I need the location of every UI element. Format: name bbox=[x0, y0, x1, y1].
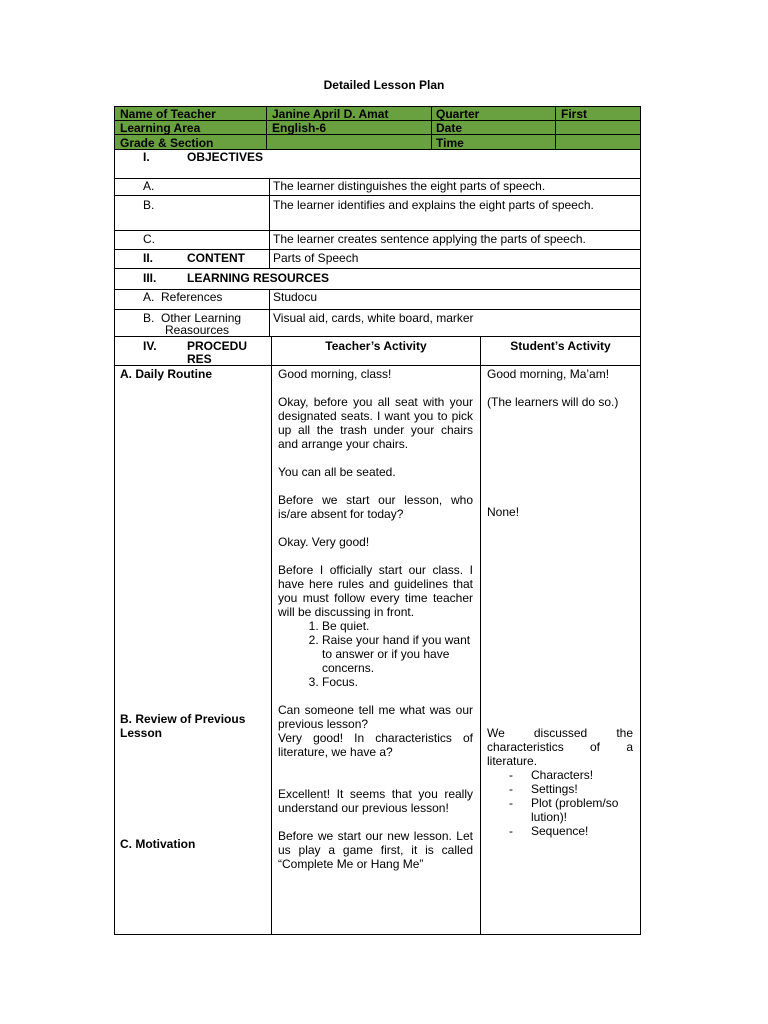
objectives-heading: OBJECTIVES bbox=[187, 150, 264, 164]
teacher-seat-instruction: Okay, before you all seat with your designated seats. I want you to pick up all the trash under your chairs and arrange your chairs. bbox=[278, 395, 473, 451]
list-item: - Plot (problem/solution)! bbox=[487, 796, 621, 824]
teacher-review-question: Can someone tell me what was our previous lesson? bbox=[278, 703, 473, 731]
references-label: A. References bbox=[143, 290, 223, 304]
rules-list bbox=[278, 619, 473, 689]
review-label: B. Review of Previous bbox=[120, 712, 246, 726]
objective-c-text: The learner creates sentence applying the parts of speech. bbox=[273, 232, 586, 246]
teacher-attendance: Before we start our lesson, who is/are absent for today? bbox=[278, 493, 473, 521]
teacher-characteristics: Very good! In characteristics of literature, we have a? bbox=[278, 731, 473, 759]
procedures-heading-cont: RES bbox=[187, 352, 212, 366]
student-activity-header: Student’s Activity bbox=[510, 339, 611, 353]
other-resources-label-cont: Reasources bbox=[165, 323, 230, 337]
daily-routine-label: A. Daily Routine bbox=[120, 367, 213, 381]
other-resources-label: B. Other Learning bbox=[143, 311, 242, 325]
list-item: 2. Raise your hand if you want to answer or if you have concerns. bbox=[322, 633, 473, 675]
list-item: 1. Be quiet. bbox=[322, 619, 473, 633]
quarter-label: Quarter bbox=[436, 107, 480, 121]
student-greeting: Good morning, Ma’am! bbox=[487, 367, 610, 381]
objective-b-letter: B. bbox=[143, 198, 155, 212]
content-heading: CONTENT bbox=[187, 251, 245, 265]
teacher-game-intro: Before we start our new lesson. Let us play a game first, it is called “Complete Me or Hang Me” bbox=[278, 829, 473, 871]
resources-number: III. bbox=[143, 271, 157, 285]
objective-a-letter: A. bbox=[143, 179, 155, 193]
date-label: Date bbox=[436, 121, 463, 135]
objectives-number: I. bbox=[143, 150, 150, 164]
list-item: - Characters! bbox=[487, 768, 633, 782]
other-resources-value: Visual aid, cards, white board, marker bbox=[273, 311, 474, 325]
list-item: - Settings! bbox=[487, 782, 633, 796]
student-none: None! bbox=[487, 505, 520, 519]
grade-section-label: Grade & Section bbox=[120, 136, 214, 150]
teacher-very-good: Okay. Very good! bbox=[278, 535, 370, 549]
teacher-rules-intro: Before I officially start our class. I have here rules and guidelines that you must follow every time teacher will be discussing in front. bbox=[278, 563, 473, 619]
teacher-value: Janine April D. Amat bbox=[272, 107, 389, 121]
student-review-block bbox=[487, 726, 633, 838]
references-value: Studocu bbox=[273, 290, 318, 304]
review-label-cont: Lesson bbox=[120, 726, 163, 740]
list-item: 3. Focus. bbox=[322, 675, 473, 689]
document-title: Detailed Lesson Plan bbox=[323, 78, 445, 92]
learning-area-value: English-6 bbox=[272, 121, 327, 135]
time-label: Time bbox=[436, 136, 464, 150]
list-item: - Sequence! bbox=[487, 824, 633, 838]
procedures-number: IV. bbox=[143, 339, 157, 353]
teacher-label: Name of Teacher bbox=[120, 107, 216, 121]
teacher-greeting: Good morning, class! bbox=[278, 367, 392, 381]
resources-heading: LEARNING RESOURCES bbox=[187, 271, 330, 285]
teacher-be-seated: You can all be seated. bbox=[278, 465, 396, 479]
teacher-activity-header: Teacher’s Activity bbox=[325, 339, 427, 353]
objective-a-text: The learner distinguishes the eight parts of speech. bbox=[273, 179, 546, 193]
motivation-label: C. Motivation bbox=[120, 837, 196, 851]
objective-b-text: The learner identifies and explains the eight parts of speech. bbox=[273, 198, 594, 212]
student-learners-comply: (The learners will do so.) bbox=[487, 395, 619, 409]
procedures-heading: PROCEDU bbox=[187, 339, 248, 353]
learning-area-label: Learning Area bbox=[120, 121, 201, 135]
teacher-excellent: Excellent! It seems that you really understand our previous lesson! bbox=[278, 787, 473, 815]
content-number: II. bbox=[143, 251, 154, 265]
teacher-activity-column bbox=[278, 367, 473, 871]
content-value: Parts of Speech bbox=[273, 251, 359, 265]
objective-c-letter: C. bbox=[143, 232, 155, 246]
student-characteristics-list bbox=[487, 768, 633, 838]
student-review-answer: We discussed the characteristics of a literature. bbox=[487, 726, 633, 768]
quarter-value: First bbox=[561, 107, 588, 121]
